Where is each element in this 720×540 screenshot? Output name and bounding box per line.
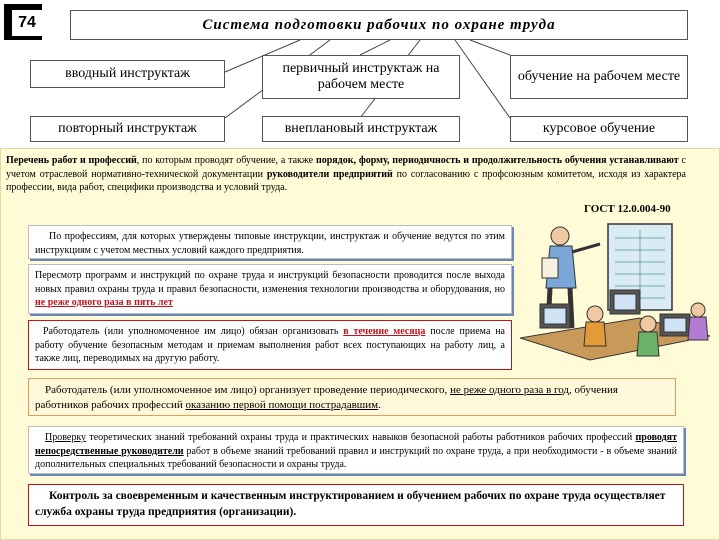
typical-instructions-box: По профессиям, для которых утверждены типовые инструкции, инструктаж и обучение ведутся по этим инструкциям с учетом местных условий каждого предприятия.: [28, 225, 512, 259]
first-aid-box: Работодатель (или уполномоченное им лицо) организует проведение периодического, не реже одного раза в год, обучения работников рабочих профессий оказанию первой помощи пострадавшим.: [28, 378, 676, 416]
slide-number: 74: [4, 4, 42, 40]
control-box: Контроль за своевременным и качественным инструктированием и обучением рабочих по охране труда осуществляет служба охраны труда предприятия (организации).: [28, 484, 684, 526]
classroom-illustration: [520, 218, 710, 368]
intro-paragraph: Перечень работ и профессий, по которым проводят обучение, а также порядок, форму, периодичность и продолжительность обучения устанавливают с учетом отраслевой нормативно-технической документации руководители предприятий по согласованию с профсоюзным комитетом, исходя из характера профессии, вида работ, специфики производства и условий труда.: [6, 155, 687, 193]
diagram-title: Система подготовки рабочих по охране труда: [70, 10, 688, 40]
node-povtorny: повторный инструктаж: [30, 116, 225, 142]
knowledge-check-box: Проверку теоретических знаний требований охраны труда и практических навыков безопасной работы работников рабочих профессий проводят непосредственные руководители работ в объеме знаний требований правил и инструкций по охране труда, а при необходимости - в объеме знаний дополнительных специальных требований безопасности и охраны труда.: [28, 426, 684, 474]
node-vneplanovy: внеплановый инструктаж: [262, 116, 460, 142]
employer-month-box: Работодатель (или уполномоченное им лицо) обязан организовать в течение месяца после приема на работу обучение безопасным методам и приемам выполнения работ всех поступающих на работу лиц, а также лиц, переводимых на другую работу.: [28, 320, 512, 370]
node-obuchenie: обучение на рабочем месте: [510, 55, 688, 99]
gost-reference: ГОСТ 12.0.004-90: [584, 203, 671, 215]
node-vvodny: вводный инструктаж: [30, 60, 225, 88]
node-kursovoe: курсовое обучение: [510, 116, 688, 142]
revision-box: Пересмотр программ и инструкций по охране труда и инструкций безопасности проводится после выхода новых правил охраны труда и правил безопасности, изменения технологии производства и оборудования, но не реже одного раза в пять лет: [28, 264, 512, 314]
node-pervichny: первичный инструктаж на рабочем месте: [262, 55, 460, 99]
